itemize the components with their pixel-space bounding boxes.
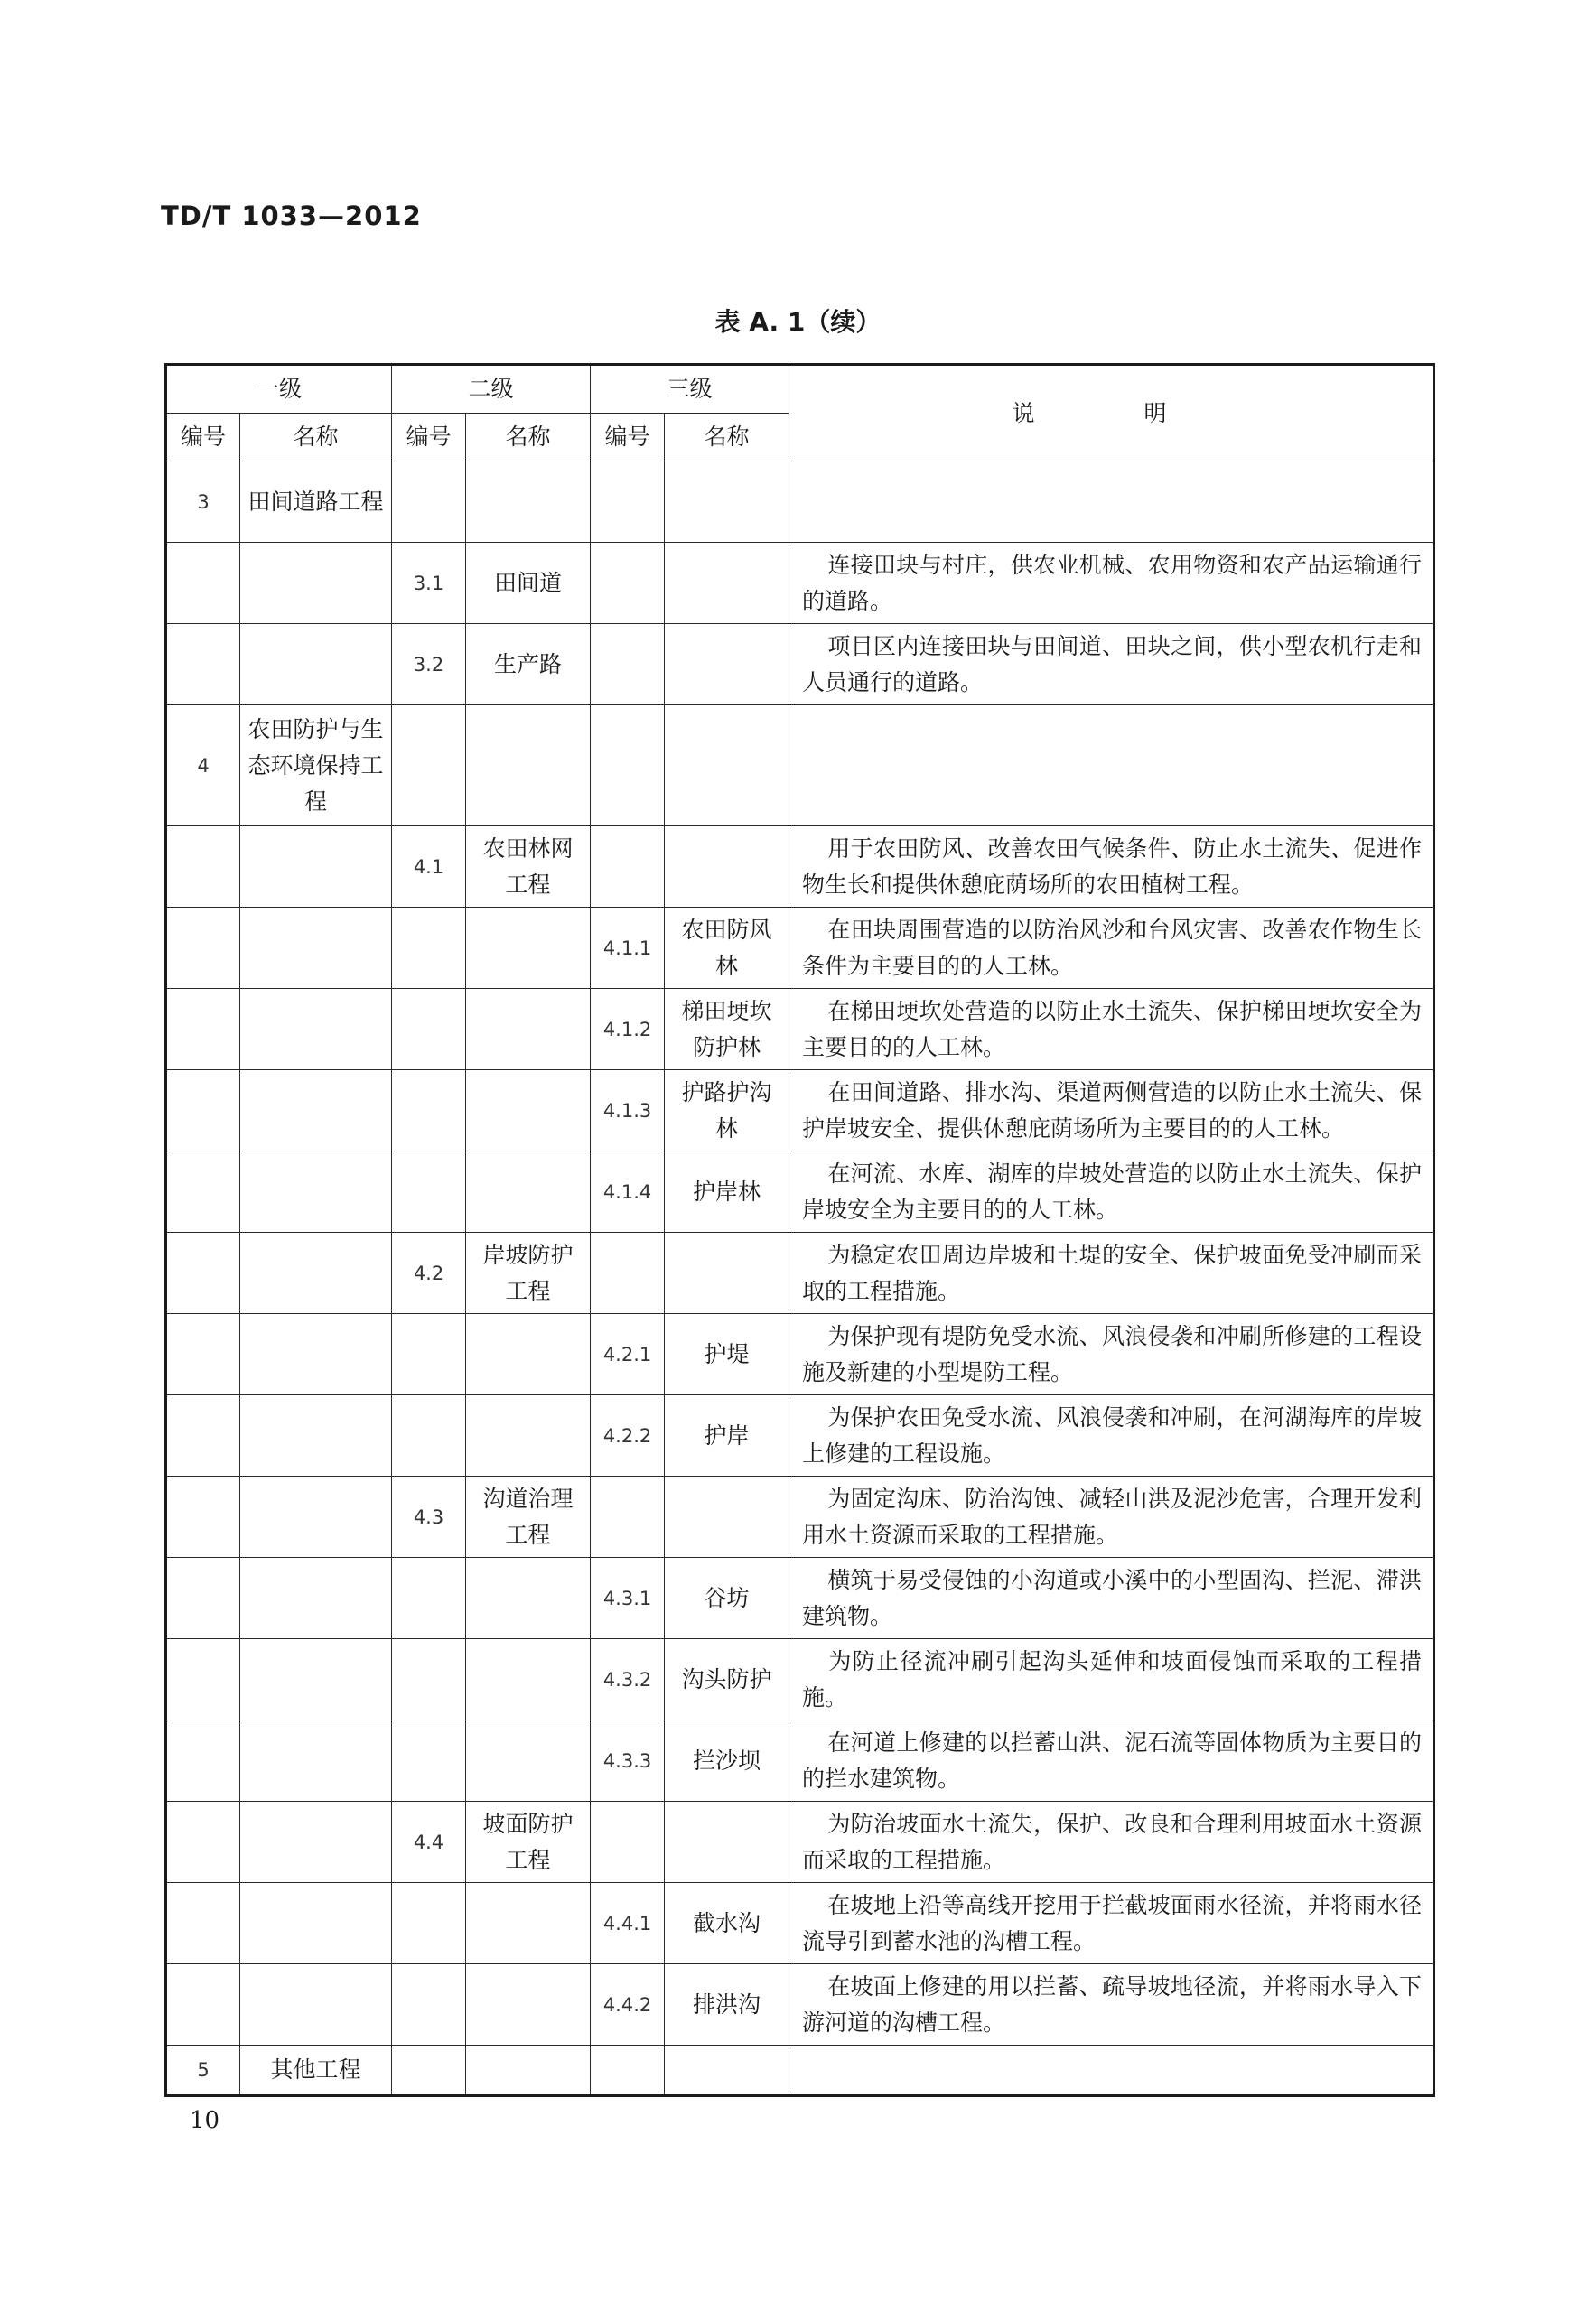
level3-name-header: 名称 (665, 414, 789, 461)
page-number: 10 (190, 2107, 220, 2134)
level1-name-cell: 其他工程 (240, 2046, 392, 2096)
table-row (166, 1477, 1434, 1558)
level2-code-cell (392, 989, 466, 1070)
table-row (166, 826, 1434, 908)
description-text: 为固定沟床、防治沟蚀、减轻山洪及泥沙危害，合理开发利用水土资源而采取的工程措施。 (802, 1485, 1423, 1548)
level2-code-cell (392, 705, 466, 826)
level3-code-cell: 4.2.2 (591, 1395, 665, 1477)
level1-code-cell (166, 543, 240, 624)
table-row (166, 1720, 1434, 1802)
description-cell (789, 1233, 1434, 1314)
level3-code-cell: 4.4.1 (591, 1883, 665, 1964)
level2-name-cell (466, 1720, 591, 1802)
level1-name-cell (240, 1314, 392, 1395)
table-row (166, 908, 1434, 989)
level3-code-cell (591, 1233, 665, 1314)
standard-code: TD/T 1033—2012 (161, 200, 422, 231)
table-row (166, 1883, 1434, 1964)
description-text: 在河道上修建的以拦蓄山洪、泥石流等固体物质为主要目的的拦水建筑物。 (802, 1729, 1423, 1792)
level1-code-cell: 4 (166, 705, 240, 826)
level3-name-cell (665, 705, 789, 826)
description-text: 项目区内连接田块与田间道、田块之间，供小型农机行走和人员通行的道路。 (802, 632, 1423, 695)
description-cell (789, 1395, 1434, 1477)
description-cell (789, 908, 1434, 989)
level1-code-cell (166, 1395, 240, 1477)
description-cell (789, 543, 1434, 624)
level3-code-header: 编号 (591, 414, 665, 461)
table-row (166, 461, 1434, 543)
level3-code-cell (591, 2046, 665, 2096)
table-row (166, 1233, 1434, 1314)
level2-code-header: 编号 (392, 414, 466, 461)
table-title: 表 A. 1（续） (714, 307, 882, 337)
level1-name-cell (240, 1558, 392, 1639)
table-row (166, 2046, 1434, 2096)
level1-name-cell: 田间道路工程 (240, 461, 392, 543)
level2-code-cell (392, 1151, 466, 1233)
level2-code-cell: 3.1 (392, 543, 466, 624)
level1-name-cell (240, 1802, 392, 1883)
description-text: 在坡地上沿等高线开挖用于拦截坡面雨水径流，并将雨水径流导引到蓄水池的沟槽工程。 (802, 1891, 1423, 1954)
level3-name-cell (665, 543, 789, 624)
level3-code-cell (591, 461, 665, 543)
level2-name-cell (466, 1639, 591, 1720)
level3-code-cell: 4.3.3 (591, 1720, 665, 1802)
level2-name-cell (466, 1883, 591, 1964)
level1-code-header: 编号 (166, 414, 240, 461)
level2-name-cell (466, 1314, 591, 1395)
description-text: 连接田块与村庄，供农业机械、农用物资和农产品运输通行的道路。 (802, 551, 1423, 614)
level1-name-cell (240, 1395, 392, 1477)
description-text: 为防止径流冲刷引起沟头延伸和坡面侵蚀而采取的工程措施。 (802, 1647, 1423, 1711)
table-row (166, 705, 1434, 826)
level1-name-cell (240, 1233, 392, 1314)
level2-code-cell: 4.2 (392, 1233, 466, 1314)
level3-name-cell: 护堤 (665, 1314, 789, 1395)
level1-header: 一级 (166, 365, 392, 414)
table-row (166, 989, 1434, 1070)
level1-code-cell (166, 1802, 240, 1883)
level1-code-cell (166, 1639, 240, 1720)
level3-code-cell: 4.2.1 (591, 1314, 665, 1395)
level2-name-cell (466, 1964, 591, 2046)
level2-code-cell: 4.3 (392, 1477, 466, 1558)
level3-code-cell: 4.4.2 (591, 1964, 665, 2046)
description-text: 为保护现有堤防免受水流、风浪侵袭和冲刷所修建的工程设施及新建的小型堤防工程。 (802, 1322, 1423, 1385)
level1-name-cell (240, 543, 392, 624)
description-cell (789, 1151, 1434, 1233)
level3-name-cell: 拦沙坝 (665, 1720, 789, 1802)
level2-name-cell (466, 461, 591, 543)
table-row (166, 1314, 1434, 1395)
level3-code-cell: 4.1.2 (591, 989, 665, 1070)
description-text: 在河流、水库、湖库的岸坡处营造的以防止水土流失、保护岸坡安全为主要目的的人工林。 (802, 1160, 1423, 1223)
level2-code-cell (392, 1883, 466, 1964)
level1-code-cell (166, 1314, 240, 1395)
level3-name-cell (665, 1477, 789, 1558)
level2-code-cell (392, 1964, 466, 2046)
description-text: 为稳定农田周边岸坡和土堤的安全、保护坡面免受冲刷而采取的工程措施。 (802, 1241, 1423, 1304)
description-cell (789, 1314, 1434, 1395)
level3-code-cell: 4.1.1 (591, 908, 665, 989)
level1-code-cell (166, 1883, 240, 1964)
level3-name-cell (665, 1802, 789, 1883)
level2-name-cell: 生产路 (466, 624, 591, 705)
level2-code-cell (392, 908, 466, 989)
table-row (166, 1639, 1434, 1720)
level3-code-cell (591, 705, 665, 826)
level1-name-cell (240, 1477, 392, 1558)
level2-code-cell (392, 1395, 466, 1477)
level1-name-cell: 农田防护与生态环境保持工程 (240, 705, 392, 826)
description-cell (789, 1883, 1434, 1964)
level3-name-cell: 护岸 (665, 1395, 789, 1477)
description-text: 在田间道路、排水沟、渠道两侧营造的以防止水土流失、保护岸坡安全、提供休憩庇荫场所为主要目的的人工林。 (802, 1078, 1423, 1142)
description-text: 为保护农田免受水流、风浪侵袭和冲刷，在河湖海库的岸坡上修建的工程设施。 (802, 1403, 1423, 1467)
level2-code-cell (392, 2046, 466, 2096)
description-cell (789, 624, 1434, 705)
description-cell (789, 1802, 1434, 1883)
level1-code-cell (166, 1070, 240, 1151)
level3-name-cell: 农田防风林 (665, 908, 789, 989)
level3-name-cell: 护岸林 (665, 1151, 789, 1233)
description-cell (789, 1070, 1434, 1151)
table-row (166, 1151, 1434, 1233)
level3-code-cell (591, 826, 665, 908)
level2-code-cell: 4.1 (392, 826, 466, 908)
description-cell (789, 1477, 1434, 1558)
level2-code-cell (392, 1314, 466, 1395)
level3-name-cell: 谷坊 (665, 1558, 789, 1639)
description-cell (789, 1964, 1434, 2046)
description-text: 用于农田防风、改善农田气候条件、防止水土流失、促进作物生长和提供休憩庇荫场所的农田植树工程。 (802, 834, 1423, 898)
classification-table (164, 363, 1435, 2097)
level2-name-cell (466, 1151, 591, 1233)
description-text: 在梯田埂坎处营造的以防止水土流失、保护梯田埂坎安全为主要目的的人工林。 (802, 997, 1423, 1060)
table-body (166, 461, 1434, 2096)
level1-code-cell (166, 908, 240, 989)
description-cell (789, 1639, 1434, 1720)
table-header-row (166, 365, 1434, 414)
description-cell (789, 1558, 1434, 1639)
level1-code-cell (166, 826, 240, 908)
table-row (166, 624, 1434, 705)
level2-name-cell (466, 989, 591, 1070)
level3-code-cell (591, 543, 665, 624)
table-row (166, 1070, 1434, 1151)
level1-name-cell (240, 1070, 392, 1151)
level1-code-cell: 5 (166, 2046, 240, 2096)
level3-header: 三级 (591, 365, 789, 414)
table-row (166, 543, 1434, 624)
level3-name-cell (665, 461, 789, 543)
level2-name-cell (466, 705, 591, 826)
level2-code-cell: 3.2 (392, 624, 466, 705)
description-text: 在田块周围营造的以防治风沙和台风灾害、改善农作物生长条件为主要目的的人工林。 (802, 916, 1423, 979)
level1-code-cell (166, 624, 240, 705)
level1-name-header: 名称 (240, 414, 392, 461)
description-cell (789, 1720, 1434, 1802)
level1-name-cell (240, 1720, 392, 1802)
level3-code-cell: 4.3.1 (591, 1558, 665, 1639)
description-cell (789, 461, 1434, 543)
level2-name-cell: 田间道 (466, 543, 591, 624)
level1-name-cell (240, 1883, 392, 1964)
level1-name-cell (240, 624, 392, 705)
level2-name-cell (466, 1558, 591, 1639)
level3-name-cell: 护路护沟林 (665, 1070, 789, 1151)
level3-name-cell: 梯田埂坎防护林 (665, 989, 789, 1070)
level2-code-cell (392, 461, 466, 543)
level2-name-cell: 岸坡防护工程 (466, 1233, 591, 1314)
level2-code-cell (392, 1720, 466, 1802)
table-row (166, 1558, 1434, 1639)
level1-code-cell (166, 1720, 240, 1802)
level1-code-cell (166, 989, 240, 1070)
level2-name-cell: 沟道治理工程 (466, 1477, 591, 1558)
level3-name-cell: 截水沟 (665, 1883, 789, 1964)
level2-name-cell (466, 1395, 591, 1477)
level3-code-cell (591, 1477, 665, 1558)
description-text: 为防治坡面水土流失，保护、改良和合理利用坡面水土资源而采取的工程措施。 (802, 1810, 1423, 1873)
level1-code-cell (166, 1964, 240, 2046)
level2-name-cell (466, 908, 591, 989)
level2-name-header: 名称 (466, 414, 591, 461)
table-row (166, 1395, 1434, 1477)
description-text: 横筑于易受侵蚀的小沟道或小溪中的小型固沟、拦泥、滞洪建筑物。 (802, 1566, 1423, 1629)
level1-code-cell: 3 (166, 461, 240, 543)
level3-code-cell: 4.3.2 (591, 1639, 665, 1720)
table-row (166, 1802, 1434, 1883)
level2-name-cell: 农田林网工程 (466, 826, 591, 908)
level3-name-cell (665, 826, 789, 908)
level2-code-cell (392, 1639, 466, 1720)
description-cell (789, 826, 1434, 908)
level3-name-cell (665, 624, 789, 705)
level3-code-cell: 4.1.4 (591, 1151, 665, 1233)
level1-name-cell (240, 1639, 392, 1720)
level3-code-cell: 4.1.3 (591, 1070, 665, 1151)
level3-name-cell: 沟头防护 (665, 1639, 789, 1720)
level1-name-cell (240, 908, 392, 989)
level1-code-cell (166, 1477, 240, 1558)
description-cell (789, 989, 1434, 1070)
level2-code-cell (392, 1558, 466, 1639)
level3-code-cell (591, 624, 665, 705)
level3-name-cell (665, 2046, 789, 2096)
level1-name-cell (240, 1151, 392, 1233)
level1-code-cell (166, 1233, 240, 1314)
level2-name-cell: 坡面防护工程 (466, 1802, 591, 1883)
level2-code-cell: 4.4 (392, 1802, 466, 1883)
description-cell (789, 705, 1434, 826)
description-header: 说 明 (789, 365, 1434, 461)
description-cell (789, 2046, 1434, 2096)
level1-code-cell (166, 1558, 240, 1639)
table-row (166, 1964, 1434, 2046)
level1-name-cell (240, 989, 392, 1070)
level3-name-cell (665, 1233, 789, 1314)
level2-name-cell (466, 2046, 591, 2096)
level1-name-cell (240, 1964, 392, 2046)
level2-header: 二级 (392, 365, 591, 414)
level2-name-cell (466, 1070, 591, 1151)
description-text: 在坡面上修建的用以拦蓄、疏导坡地径流，并将雨水导入下游河道的沟槽工程。 (802, 1972, 1423, 2036)
level3-code-cell (591, 1802, 665, 1883)
level1-code-cell (166, 1151, 240, 1233)
level3-name-cell: 排洪沟 (665, 1964, 789, 2046)
level1-name-cell (240, 826, 392, 908)
level2-code-cell (392, 1070, 466, 1151)
